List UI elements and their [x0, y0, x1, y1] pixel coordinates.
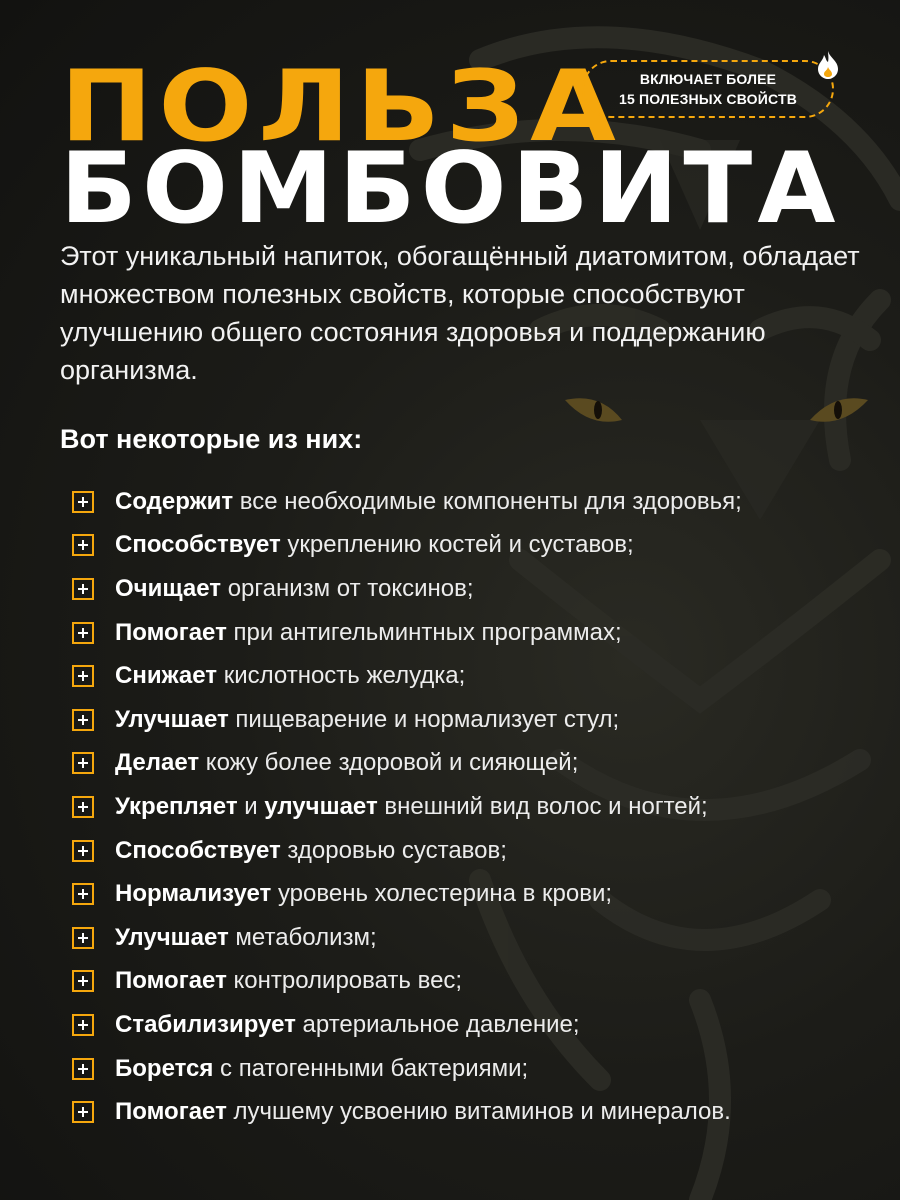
benefit-item — [72, 785, 742, 829]
plus-icon — [72, 622, 94, 644]
benefit-text — [115, 575, 474, 603]
benefit-item — [72, 960, 742, 1004]
plus-icon — [72, 534, 94, 556]
benefit-keyword: Содержит — [115, 487, 234, 515]
benefit-description: кожу более здоровой и сияющей; — [199, 749, 579, 777]
benefit-text — [115, 1055, 528, 1083]
benefit-description: укреплению костей и суставов; — [280, 531, 634, 559]
benefit-list — [72, 480, 742, 1134]
benefit-keyword: Помогает — [115, 1098, 227, 1126]
badge-line-1: ВКЛЮЧАЕТ БОЛЕЕ — [639, 71, 777, 87]
benefit-item — [72, 829, 742, 873]
benefit-description: пищеварение и нормализует стул; — [228, 705, 620, 733]
benefit-keyword: Укрепляет — [115, 792, 238, 820]
title-line-2: БОМБОВИТА — [60, 132, 841, 246]
features-badge — [582, 60, 834, 118]
benefit-keyword: Способствует — [115, 836, 281, 864]
plus-icon — [72, 927, 94, 949]
benefit-keyword: Способствует — [115, 531, 281, 559]
plus-icon — [72, 752, 94, 774]
benefit-description: здоровью суставов; — [280, 836, 507, 864]
benefit-text — [115, 837, 507, 865]
benefit-item — [72, 1090, 742, 1134]
benefit-text — [115, 531, 634, 559]
badge-line-2: 15 ПОЛЕЗНЫХ СВОЙСТВ — [618, 91, 798, 107]
lion-eye-left-icon — [565, 398, 622, 422]
plus-icon — [72, 1058, 94, 1080]
benefit-keyword: Очищает — [115, 574, 222, 602]
plus-icon — [72, 883, 94, 905]
benefit-keyword: улучшает — [264, 792, 378, 820]
benefit-text — [115, 488, 742, 516]
plus-icon — [72, 796, 94, 818]
benefit-description: лучшему усвоению витаминов и минералов. — [226, 1098, 731, 1126]
benefit-item — [72, 742, 742, 786]
benefit-description: все необходимые компоненты для здоровья; — [233, 487, 742, 515]
benefit-item — [72, 611, 742, 655]
benefit-keyword: Помогает — [115, 618, 227, 646]
title-line-1: ПОЛЬЗА — [60, 50, 622, 164]
benefit-text — [115, 662, 465, 690]
benefit-item — [72, 916, 742, 960]
intro-text: Этот уникальный напиток, обогащённый диатомитом, обладает множеством полезных свойств, которые способствуют улучшению общего состояния здоровья и поддержанию организма. — [60, 241, 860, 385]
benefit-item — [72, 524, 742, 568]
fire-icon — [815, 50, 841, 80]
benefit-item — [72, 1003, 742, 1047]
benefit-text — [115, 880, 612, 908]
benefit-description: и — [237, 792, 265, 820]
benefit-keyword: Борется — [115, 1054, 214, 1082]
benefit-description: контролировать вес; — [226, 967, 463, 995]
plus-icon — [72, 491, 94, 513]
plus-icon — [72, 665, 94, 687]
benefit-item — [72, 872, 742, 916]
benefit-text — [115, 967, 462, 995]
benefit-description: уровень холестерина в крови; — [271, 880, 613, 908]
benefit-keyword: Нормализует — [115, 880, 272, 908]
benefit-keyword: Стабилизирует — [115, 1010, 296, 1038]
benefit-text — [115, 793, 708, 821]
list-heading: Вот некоторые из них: — [60, 424, 363, 454]
benefit-item — [72, 654, 742, 698]
benefit-description: кислотность желудка; — [217, 662, 466, 690]
plus-icon — [72, 709, 94, 731]
benefit-text — [115, 1098, 731, 1126]
benefit-text — [115, 706, 619, 734]
benefit-description: внешний вид волос и ногтей; — [377, 792, 708, 820]
benefit-description: метаболизм; — [228, 923, 377, 951]
plus-icon — [72, 840, 94, 862]
benefit-description: организм от токсинов; — [221, 574, 474, 602]
benefit-description: артериальное давление; — [295, 1010, 580, 1038]
benefit-item — [72, 567, 742, 611]
benefit-text — [115, 1011, 580, 1039]
plus-icon — [72, 1014, 94, 1036]
benefit-text — [115, 619, 622, 647]
plus-icon — [72, 578, 94, 600]
benefit-keyword: Улучшает — [115, 923, 229, 951]
benefit-text — [115, 924, 377, 952]
benefit-keyword: Помогает — [115, 967, 227, 995]
benefit-item — [72, 1047, 742, 1091]
benefit-description: при антигельминтных программах; — [226, 618, 622, 646]
benefit-keyword: Снижает — [115, 662, 218, 690]
benefit-item — [72, 698, 742, 742]
benefit-item — [72, 480, 742, 524]
benefit-description: с патогенными бактериями; — [213, 1054, 529, 1082]
plus-icon — [72, 970, 94, 992]
benefit-text — [115, 749, 578, 777]
benefit-keyword: Делает — [115, 749, 200, 777]
benefit-keyword: Улучшает — [115, 705, 229, 733]
plus-icon — [72, 1101, 94, 1123]
